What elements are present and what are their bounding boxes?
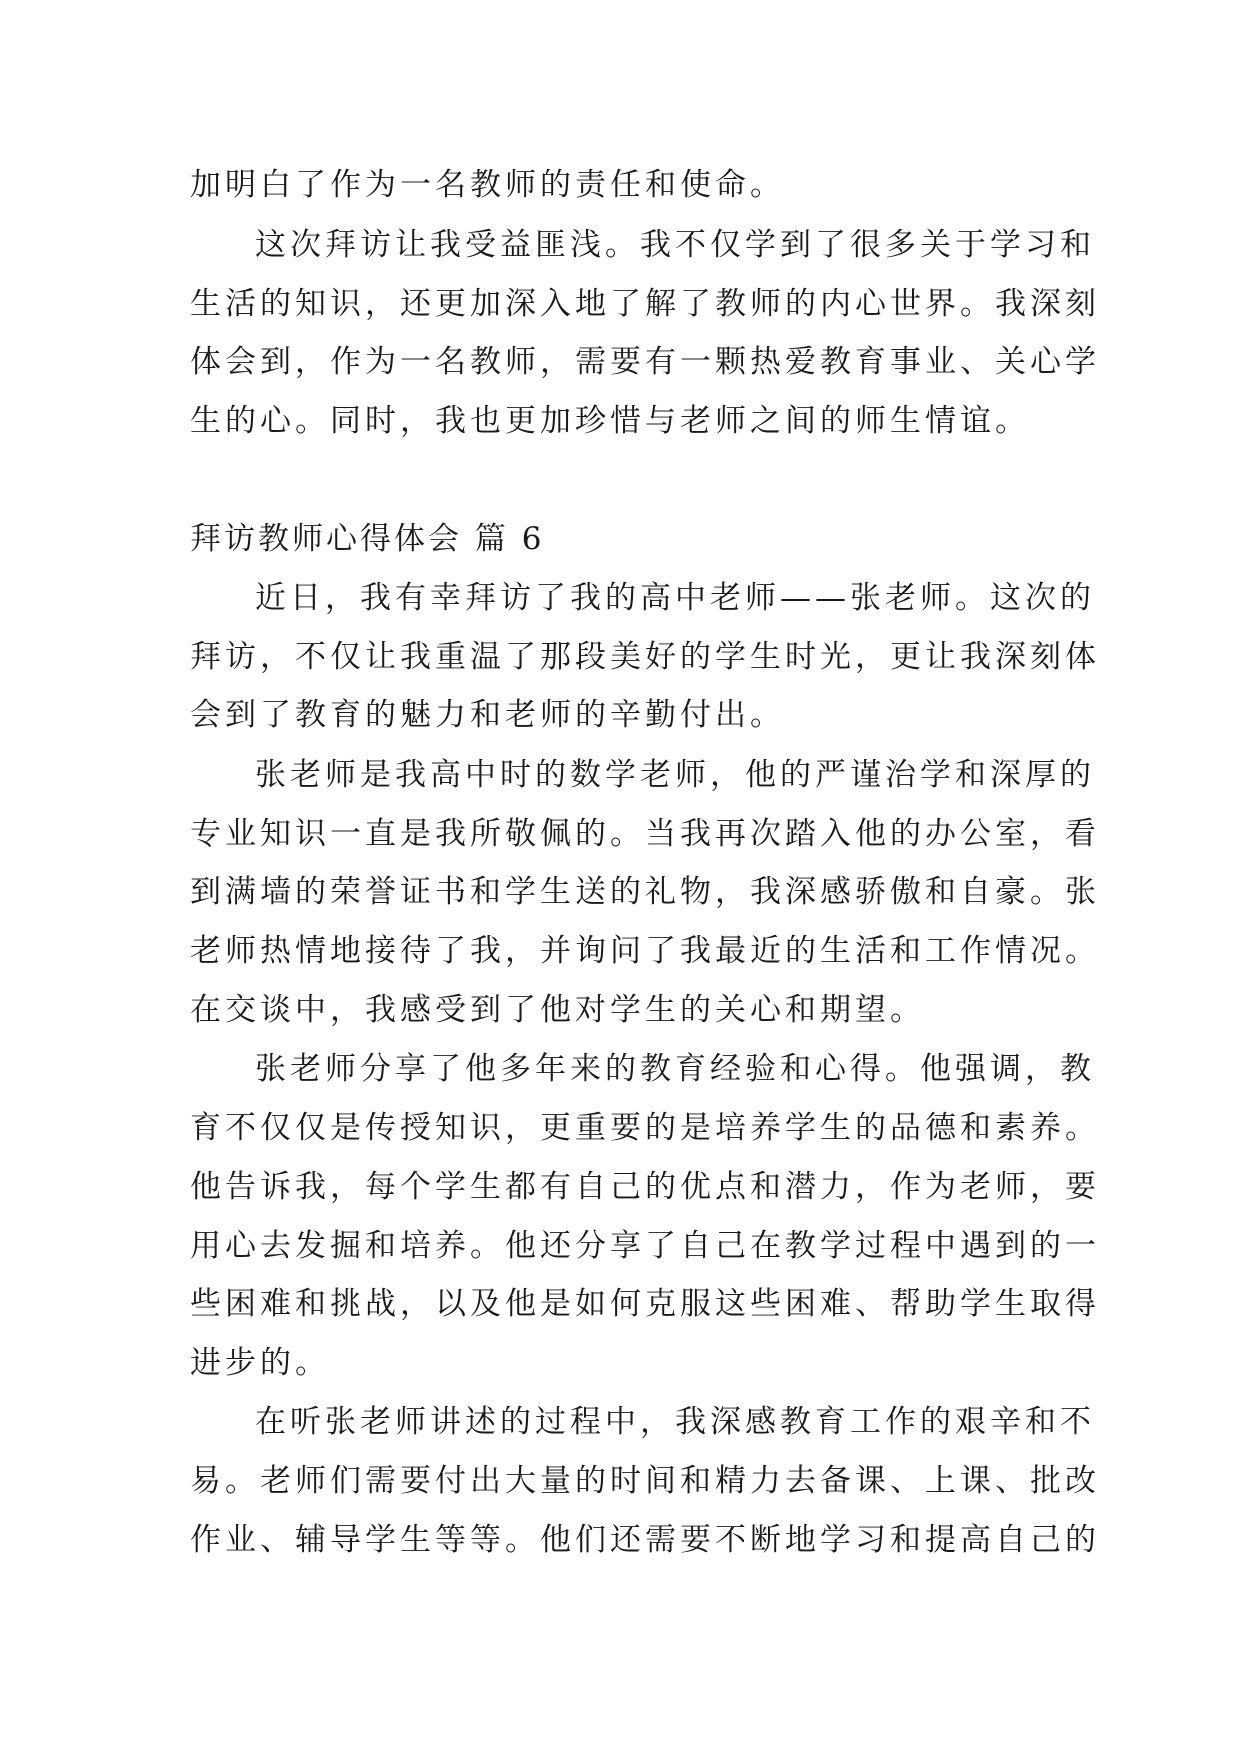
paragraph-line: 育不仅仅是传授知识，更重要的是培养学生的品德和素养。 xyxy=(190,1110,1100,1146)
paragraph-line: 生的心。同时，我也更加珍惜与老师之间的师生情谊。 xyxy=(190,403,1030,439)
paragraph-line: 这次拜访让我受益匪浅。我不仅学到了很多关于学习和 xyxy=(255,227,1095,263)
paragraph-line: 到满墙的荣誉证书和学生送的礼物，我深感骄傲和自豪。张 xyxy=(190,874,1100,910)
paragraph-line: 专业知识一直是我所敬佩的。当我再次踏入他的办公室，看 xyxy=(190,816,1100,852)
paragraph-line: 体会到，作为一名教师，需要有一颗热爱教育事业、关心学 xyxy=(190,344,1100,380)
paragraph-line: 加明白了作为一名教师的责任和使命。 xyxy=(190,167,785,203)
paragraph-line: 他告诉我，每个学生都有自己的优点和潜力，作为老师，要 xyxy=(190,1169,1100,1205)
paragraph-line: 近日，我有幸拜访了我的高中老师——张老师。这次的 xyxy=(255,580,1095,616)
paragraph-line: 老师热情地接待了我，并询问了我最近的生活和工作情况。 xyxy=(190,933,1100,969)
paragraph-line: 些困难和挑战，以及他是如何克服这些困难、帮助学生取得 xyxy=(190,1286,1100,1322)
paragraph-line: 会到了教育的魅力和老师的辛勤付出。 xyxy=(190,697,785,733)
paragraph-line: 张老师是我高中时的数学老师，他的严谨治学和深厚的 xyxy=(255,757,1095,793)
paragraph-line: 用心去发掘和培养。他还分享了自己在教学过程中遇到的一 xyxy=(190,1228,1100,1264)
paragraph-line: 在听张老师讲述的过程中，我深感教育工作的艰辛和不 xyxy=(255,1404,1095,1440)
section-heading: 拜访教师心得体会 篇 6 xyxy=(190,521,545,557)
paragraph-line: 进步的。 xyxy=(190,1345,330,1381)
paragraph-line: 拜访，不仅让我重温了那段美好的学生时光，更让我深刻体 xyxy=(190,639,1100,675)
paragraph-line: 易。老师们需要付出大量的时间和精力去备课、上课、批改 xyxy=(190,1463,1100,1499)
paragraph-line: 在交谈中，我感受到了他对学生的关心和期望。 xyxy=(190,992,925,1028)
paragraph-line: 生活的知识，还更加深入地了解了教师的内心世界。我深刻 xyxy=(190,286,1100,322)
paragraph-line: 作业、辅导学生等等。他们还需要不断地学习和提高自己的 xyxy=(190,1522,1100,1558)
paragraph-line: 张老师分享了他多年来的教育经验和心得。他强调，教 xyxy=(255,1051,1095,1087)
